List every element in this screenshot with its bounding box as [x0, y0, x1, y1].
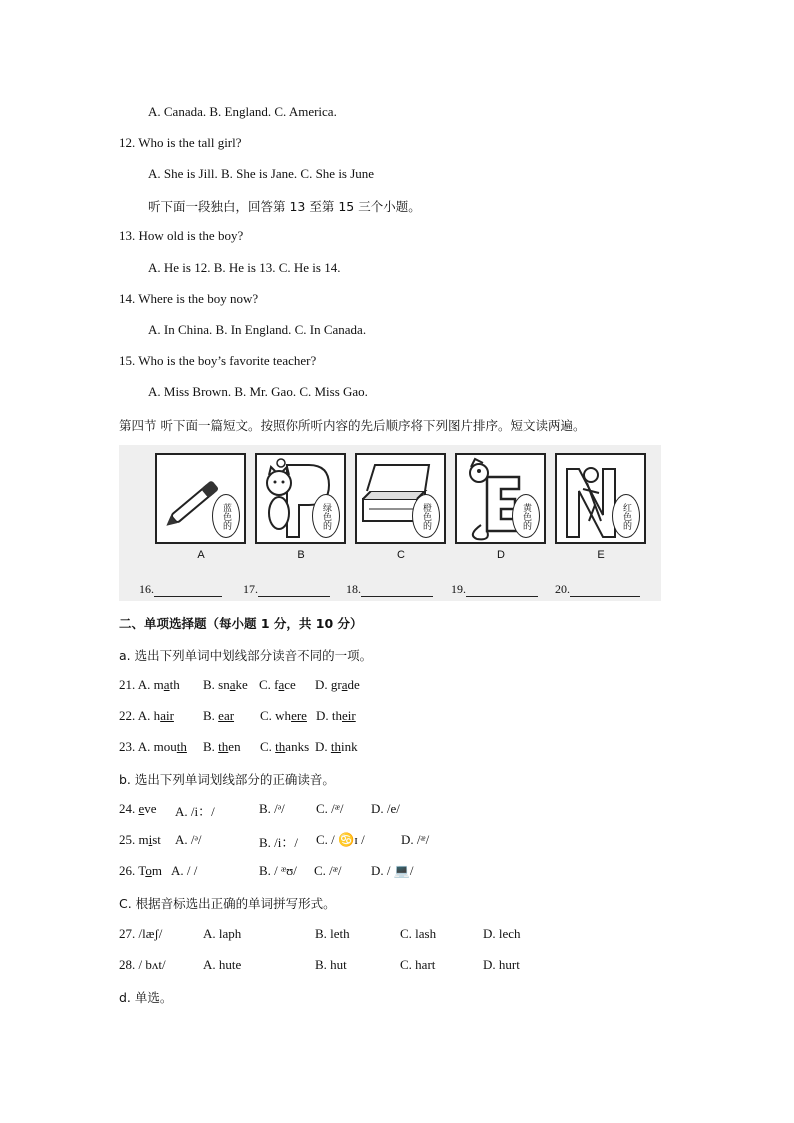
- picture-e: [555, 453, 646, 544]
- q13-options: A. He is 12. B. He is 13. C. He is 14.: [148, 260, 341, 275]
- q25: [119, 832, 430, 850]
- q23-option-a: A. mouth: [137, 739, 187, 754]
- color-label-d: 黄色的: [512, 494, 540, 538]
- q23: [119, 739, 358, 755]
- section4-heading: 第四节 听下面一篇短文。按照你所听内容的先后顺序将下列图片排序。短文读两遍。: [119, 418, 586, 433]
- q28-phonetic: 28. / bʌt/: [119, 957, 166, 972]
- q12-options: A. She is Jill. B. She is Jane. C. She is June: [148, 166, 375, 181]
- q24-option-b: B. /ᵊ/: [259, 801, 285, 816]
- picture-label-b: B: [297, 549, 305, 561]
- color-label-a: 蓝色的: [212, 494, 240, 538]
- q13-question: 13. How old is the boy?: [119, 228, 244, 243]
- q25-option-c: C. / ♋ɪ /: [316, 832, 365, 847]
- q27-option-c: C. lash: [400, 926, 437, 941]
- picture-label-e: E: [597, 549, 605, 561]
- q24-option-a: A. /i：/: [175, 804, 215, 819]
- q15-options: A. Miss Brown. B. Mr. Gao. C. Miss Gao.: [148, 384, 368, 399]
- q28: [119, 957, 520, 973]
- q27-option-a: A. laph: [203, 926, 242, 941]
- q22: [119, 708, 356, 724]
- q24-word: 24. eve: [119, 801, 157, 816]
- part2-heading: 二、单项选择题（每小题 1 分，共 10 分）: [119, 616, 363, 631]
- q24-option-d: D. /e/: [371, 801, 400, 816]
- color-label-c: 橙色的: [412, 494, 440, 538]
- color-label-b: 绿色的: [312, 494, 340, 538]
- blank-number: 20.: [555, 582, 570, 596]
- q28-option-d: D. hurt: [483, 957, 520, 972]
- q23-number: 23.: [119, 739, 136, 754]
- q26-word: 26. Tom: [119, 863, 162, 878]
- q25-option-b: B. /i：/: [259, 835, 299, 850]
- q26-option-c: C. /ᵆ/: [314, 863, 342, 878]
- q26-option-d: D. / 💻/: [371, 863, 414, 878]
- q22-option-a: A. hair: [137, 708, 174, 723]
- q22-option-c: C. where: [260, 708, 307, 723]
- q21: [119, 677, 360, 693]
- q25-option-d: D. /ᵆ/: [401, 832, 430, 847]
- q27: [119, 926, 521, 942]
- picture-label-c: C: [397, 549, 405, 561]
- blank-number: 18.: [346, 582, 361, 596]
- picture-c: [355, 453, 446, 544]
- q22-option-d: D. their: [316, 708, 356, 723]
- q22-number: 22.: [119, 708, 136, 723]
- answer-blank-17[interactable]: [243, 582, 330, 597]
- q27-option-b: B. leth: [315, 926, 350, 941]
- q26: [119, 863, 414, 879]
- picture-label-d: D: [497, 549, 505, 561]
- q28-option-b: B. hut: [315, 957, 347, 972]
- picture-b: [255, 453, 346, 544]
- q26-option-a: A. / /: [171, 863, 198, 878]
- q21-option-c: C. face: [259, 677, 296, 692]
- q27-phonetic: 27. /læʃ/: [119, 926, 163, 941]
- q11-options: A. Canada. B. England. C. America.: [148, 104, 337, 119]
- picture-d: [455, 453, 546, 544]
- q14-options: A. In China. B. In England. C. In Canada.: [148, 322, 367, 337]
- q21-option-d: D. grade: [315, 677, 360, 692]
- blank-number: 17.: [243, 582, 258, 596]
- q24: [119, 801, 400, 819]
- blank-number: 19.: [451, 582, 466, 596]
- answer-blank-20[interactable]: [555, 582, 640, 597]
- part-a-instruction: a. 选出下列单词中划线部分读音不同的一项。: [119, 648, 373, 663]
- answer-blank-18[interactable]: [346, 582, 433, 597]
- q26-option-b: B. / ᵆʊ/: [259, 863, 297, 878]
- q24-option-c: C. /ᵆ/: [316, 801, 344, 816]
- q23-option-c: C. thanks: [260, 739, 310, 754]
- q25-word: 25. mist: [119, 832, 161, 847]
- q15-question: 15. Who is the boy’s favorite teacher?: [119, 353, 317, 368]
- q21-option-a: A. math: [137, 677, 180, 692]
- answer-blank-16[interactable]: [139, 582, 222, 597]
- q27-option-d: D. lech: [483, 926, 521, 941]
- q21-option-b: B. snake: [203, 677, 248, 692]
- monologue-instruction: 听下面一段独白，回答第 13 至第 15 三个小题。: [148, 199, 421, 214]
- q23-option-d: D. think: [315, 739, 358, 754]
- picture-label-a: A: [197, 549, 205, 561]
- picture-strip: [119, 445, 661, 601]
- q12-question: 12. Who is the tall girl?: [119, 135, 242, 150]
- q25-option-a: A. /ᵊ/: [175, 832, 202, 847]
- picture-a: [155, 453, 246, 544]
- q21-number: 21.: [119, 677, 136, 692]
- part-c-instruction: C. 根据音标选出正确的单词拼写形式。: [119, 896, 336, 911]
- part-d-instruction: d. 单选。: [119, 990, 173, 1005]
- q23-option-b: B. then: [203, 739, 241, 754]
- q28-option-a: A. hute: [203, 957, 242, 972]
- blank-number: 16.: [139, 582, 154, 596]
- answer-blank-19[interactable]: [451, 582, 538, 597]
- q28-option-c: C. hart: [400, 957, 436, 972]
- q22-option-b: B. ear: [203, 708, 235, 723]
- part-b-instruction: b. 选出下列单词划线部分的正确读音。: [119, 772, 335, 787]
- color-label-e: 红色的: [612, 494, 640, 538]
- q14-question: 14. Where is the boy now?: [119, 291, 259, 306]
